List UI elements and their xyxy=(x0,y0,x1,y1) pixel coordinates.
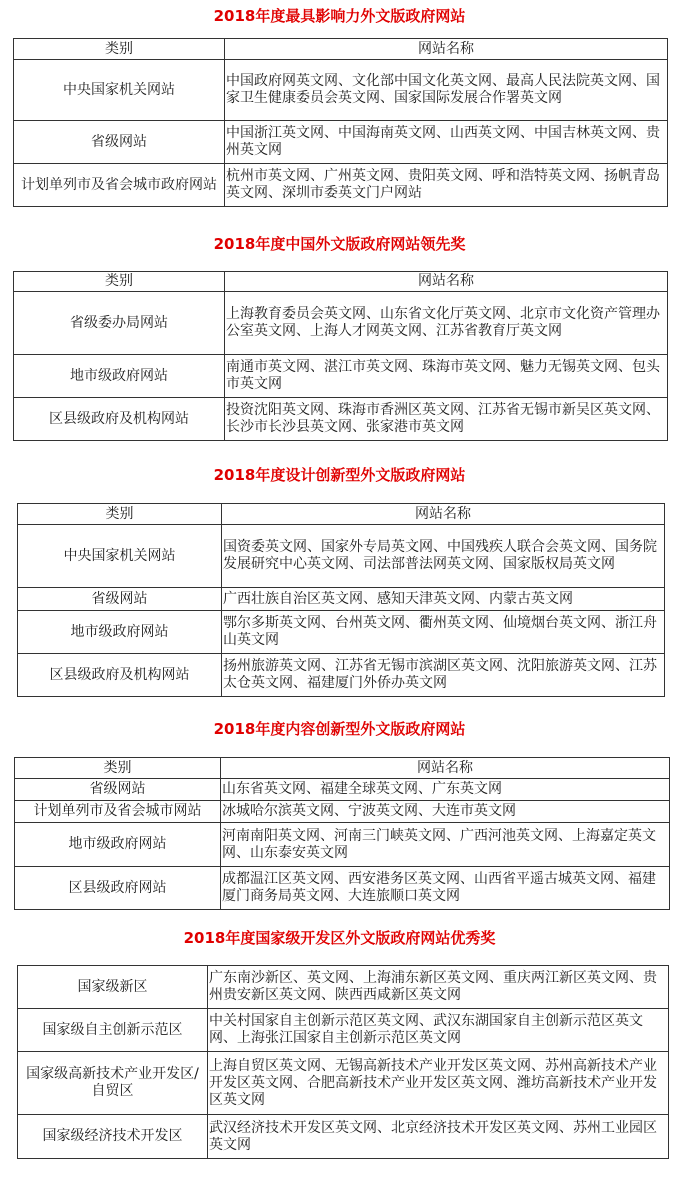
table-header-row xyxy=(15,758,670,779)
table-row xyxy=(18,588,665,611)
row-sites: 广西壮族自治区英文网、感知天津英文网、内蒙古英文网 xyxy=(222,588,665,611)
row-sites: 扬州旅游英文网、江苏省无锡市滨湖区英文网、沈阳旅游英文网、江苏太仓英文网、福建厦门外侨办英文网 xyxy=(222,654,665,697)
section-title: 2018年度内容创新型外文版政府网站 xyxy=(213,720,466,738)
table-row xyxy=(18,525,665,588)
section-title: 2018年度最具影响力外文版政府网站 xyxy=(213,7,466,25)
table-row xyxy=(15,779,670,801)
row-category: 计划单列市及省会城市政府网站 xyxy=(14,164,225,207)
row-sites: 中国浙江英文网、中国海南英文网、山西英文网、中国吉林英文网、贵州英文网 xyxy=(225,121,668,164)
row-category: 计划单列市及省会城市网站 xyxy=(15,801,221,823)
row-category: 地市级政府网站 xyxy=(14,355,225,398)
row-category: 国家级经济技术开发区 xyxy=(18,1115,208,1159)
table-header-row xyxy=(14,39,668,60)
header-category: 类别 xyxy=(15,758,221,779)
row-sites: 南通市英文网、湛江市英文网、珠海市英文网、魅力无锡英文网、包头市英文网 xyxy=(225,355,668,398)
row-category: 地市级政府网站 xyxy=(15,823,221,867)
table-row xyxy=(18,654,665,697)
table-header-row xyxy=(14,272,668,292)
row-category: 区县级政府网站 xyxy=(15,867,221,910)
table-header-row xyxy=(18,504,665,525)
row-category: 国家级新区 xyxy=(18,966,208,1009)
table-row xyxy=(15,823,670,867)
table-row xyxy=(18,1115,669,1159)
table-row xyxy=(14,398,668,441)
table-row xyxy=(15,867,670,910)
table-row xyxy=(14,292,668,355)
table-row xyxy=(15,801,670,823)
row-category: 省级网站 xyxy=(14,121,225,164)
row-sites: 中国政府网英文网、文化部中国文化英文网、最高人民法院英文网、国家卫生健康委员会英文网、国家国际发展合作署英文网 xyxy=(225,60,668,121)
table-row xyxy=(14,121,668,164)
section-title: 2018年度设计创新型外文版政府网站 xyxy=(213,466,466,484)
table-row xyxy=(18,1052,669,1115)
table-row xyxy=(18,966,669,1009)
header-category: 类别 xyxy=(14,39,225,60)
row-sites: 国资委英文网、国家外专局英文网、中国残疾人联合会英文网、国务院发展研究中心英文网、司法部普法网英文网、国家版权局英文网 xyxy=(222,525,665,588)
row-category: 国家级高新技术产业开发区/自贸区 xyxy=(18,1052,208,1115)
row-category: 区县级政府及机构网站 xyxy=(18,654,222,697)
award-table xyxy=(14,757,670,910)
section-title: 2018年度国家级开发区外文版政府网站优秀奖 xyxy=(183,929,496,947)
row-sites: 武汉经济技术开发区英文网、北京经济技术开发区英文网、苏州工业园区英文网 xyxy=(208,1115,669,1159)
header-category: 类别 xyxy=(14,272,225,292)
row-sites: 杭州市英文网、广州英文网、贵阳英文网、呼和浩特英文网、扬帆青岛英文网、深圳市委英文门户网站 xyxy=(225,164,668,207)
row-category: 省级网站 xyxy=(15,779,221,801)
award-table xyxy=(13,38,668,207)
row-sites: 成都温江区英文网、西安港务区英文网、山西省平遥古城英文网、福建厦门商务局英文网、大连旅顺口英文网 xyxy=(221,867,670,910)
table-row xyxy=(18,1009,669,1052)
row-sites: 投资沈阳英文网、珠海市香洲区英文网、江苏省无锡市新吴区英文网、长沙市长沙县英文网、张家港市英文网 xyxy=(225,398,668,441)
row-category: 地市级政府网站 xyxy=(18,611,222,654)
header-sites: 网站名称 xyxy=(221,758,670,779)
table-row xyxy=(18,611,665,654)
row-sites: 上海自贸区英文网、无锡高新技术产业开发区英文网、苏州高新技术产业开发区英文网、合肥高新技术产业开发区英文网、潍坊高新技术产业开发区英文网 xyxy=(208,1052,669,1115)
row-category: 省级委办局网站 xyxy=(14,292,225,355)
header-category: 类别 xyxy=(18,504,222,525)
row-sites: 河南南阳英文网、河南三门峡英文网、广西河池英文网、上海嘉定英文网、山东泰安英文网 xyxy=(221,823,670,867)
table-row xyxy=(14,60,668,121)
award-table xyxy=(17,965,669,1159)
header-sites: 网站名称 xyxy=(225,272,668,292)
header-sites: 网站名称 xyxy=(222,504,665,525)
row-sites: 冰城哈尔滨英文网、宁波英文网、大连市英文网 xyxy=(221,801,670,823)
row-category: 中央国家机关网站 xyxy=(14,60,225,121)
table-row xyxy=(14,164,668,207)
row-sites: 中关村国家自主创新示范区英文网、武汉东湖国家自主创新示范区英文网、上海张江国家自主创新示范区英文网 xyxy=(208,1009,669,1052)
row-sites: 广东南沙新区、英文网、上海浦东新区英文网、重庆两江新区英文网、贵州贵安新区英文网、陕西西咸新区英文网 xyxy=(208,966,669,1009)
row-category: 中央国家机关网站 xyxy=(18,525,222,588)
row-category: 省级网站 xyxy=(18,588,222,611)
award-table xyxy=(13,271,668,441)
row-sites: 上海教育委员会英文网、山东省文化厅英文网、北京市文化资产管理办公室英文网、上海人才网英文网、江苏省教育厅英文网 xyxy=(225,292,668,355)
row-sites: 山东省英文网、福建全球英文网、广东英文网 xyxy=(221,779,670,801)
section-title: 2018年度中国外文版政府网站领先奖 xyxy=(213,235,466,253)
table-row xyxy=(14,355,668,398)
header-sites: 网站名称 xyxy=(225,39,668,60)
row-category: 区县级政府及机构网站 xyxy=(14,398,225,441)
row-category: 国家级自主创新示范区 xyxy=(18,1009,208,1052)
award-table xyxy=(17,503,665,697)
row-sites: 鄂尔多斯英文网、台州英文网、衢州英文网、仙境烟台英文网、浙江舟山英文网 xyxy=(222,611,665,654)
